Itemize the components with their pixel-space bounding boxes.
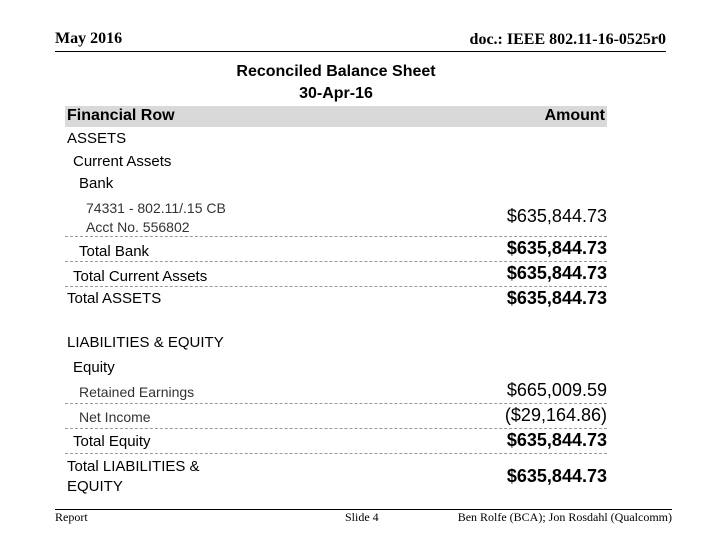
current-assets-heading: Current Assets	[73, 153, 172, 170]
assets-heading: ASSETS	[67, 130, 127, 147]
bank-account-name: 74331 - 802.11/.15 CB	[86, 200, 226, 216]
bank-heading: Bank	[79, 175, 114, 192]
total-current-assets-label: Total Current Assets	[73, 268, 208, 285]
total-liabilities-amount: $635,844.73	[506, 466, 607, 486]
total-assets-label: Total ASSETS	[67, 290, 162, 307]
retained-earnings-label: Retained Earnings	[79, 384, 195, 400]
net-income-amount: ($29,164.86)	[504, 405, 607, 425]
row-divider	[65, 261, 607, 262]
net-income-label: Net Income	[79, 409, 151, 425]
equity-heading: Equity	[73, 359, 115, 376]
bank-account-number: Acct No. 556802	[86, 219, 190, 235]
column-header-amount: Amount	[544, 107, 605, 124]
total-equity-label: Total Equity	[73, 433, 151, 450]
report-date: 30-Apr-16	[299, 85, 373, 102]
row-divider	[65, 453, 607, 454]
total-bank-label: Total Bank	[79, 243, 150, 260]
bank-account-amount: $635,844.73	[506, 206, 607, 226]
row-divider	[65, 286, 607, 287]
liabilities-equity-heading: LIABILITIES & EQUITY	[67, 334, 224, 351]
row-divider	[65, 236, 607, 237]
row-divider	[65, 428, 607, 429]
row-divider	[65, 403, 607, 404]
retained-earnings-amount: $665,009.59	[506, 380, 607, 400]
footer-authors: Ben Rolfe (BCA); Jon Rosdahl (Qualcomm)	[457, 510, 672, 524]
column-header-financial-row: Financial Row	[67, 107, 175, 124]
footer-slide-number: Slide 4	[345, 510, 379, 524]
total-liabilities-label-line2: EQUITY	[67, 478, 123, 495]
footer-left: Report	[55, 510, 88, 524]
total-current-assets-amount: $635,844.73	[506, 263, 607, 283]
total-assets-amount: $635,844.73	[506, 288, 607, 308]
total-equity-amount: $635,844.73	[506, 430, 607, 450]
header-date: May 2016	[55, 30, 123, 47]
header-doc-id: doc.: IEEE 802.11-16-0525r0	[469, 31, 666, 48]
total-liabilities-label-line1: Total LIABILITIES &	[67, 458, 200, 475]
total-bank-amount: $635,844.73	[506, 238, 607, 258]
header-rule	[55, 51, 666, 52]
column-header-row	[65, 106, 607, 127]
report-title: Reconciled Balance Sheet	[236, 63, 436, 80]
